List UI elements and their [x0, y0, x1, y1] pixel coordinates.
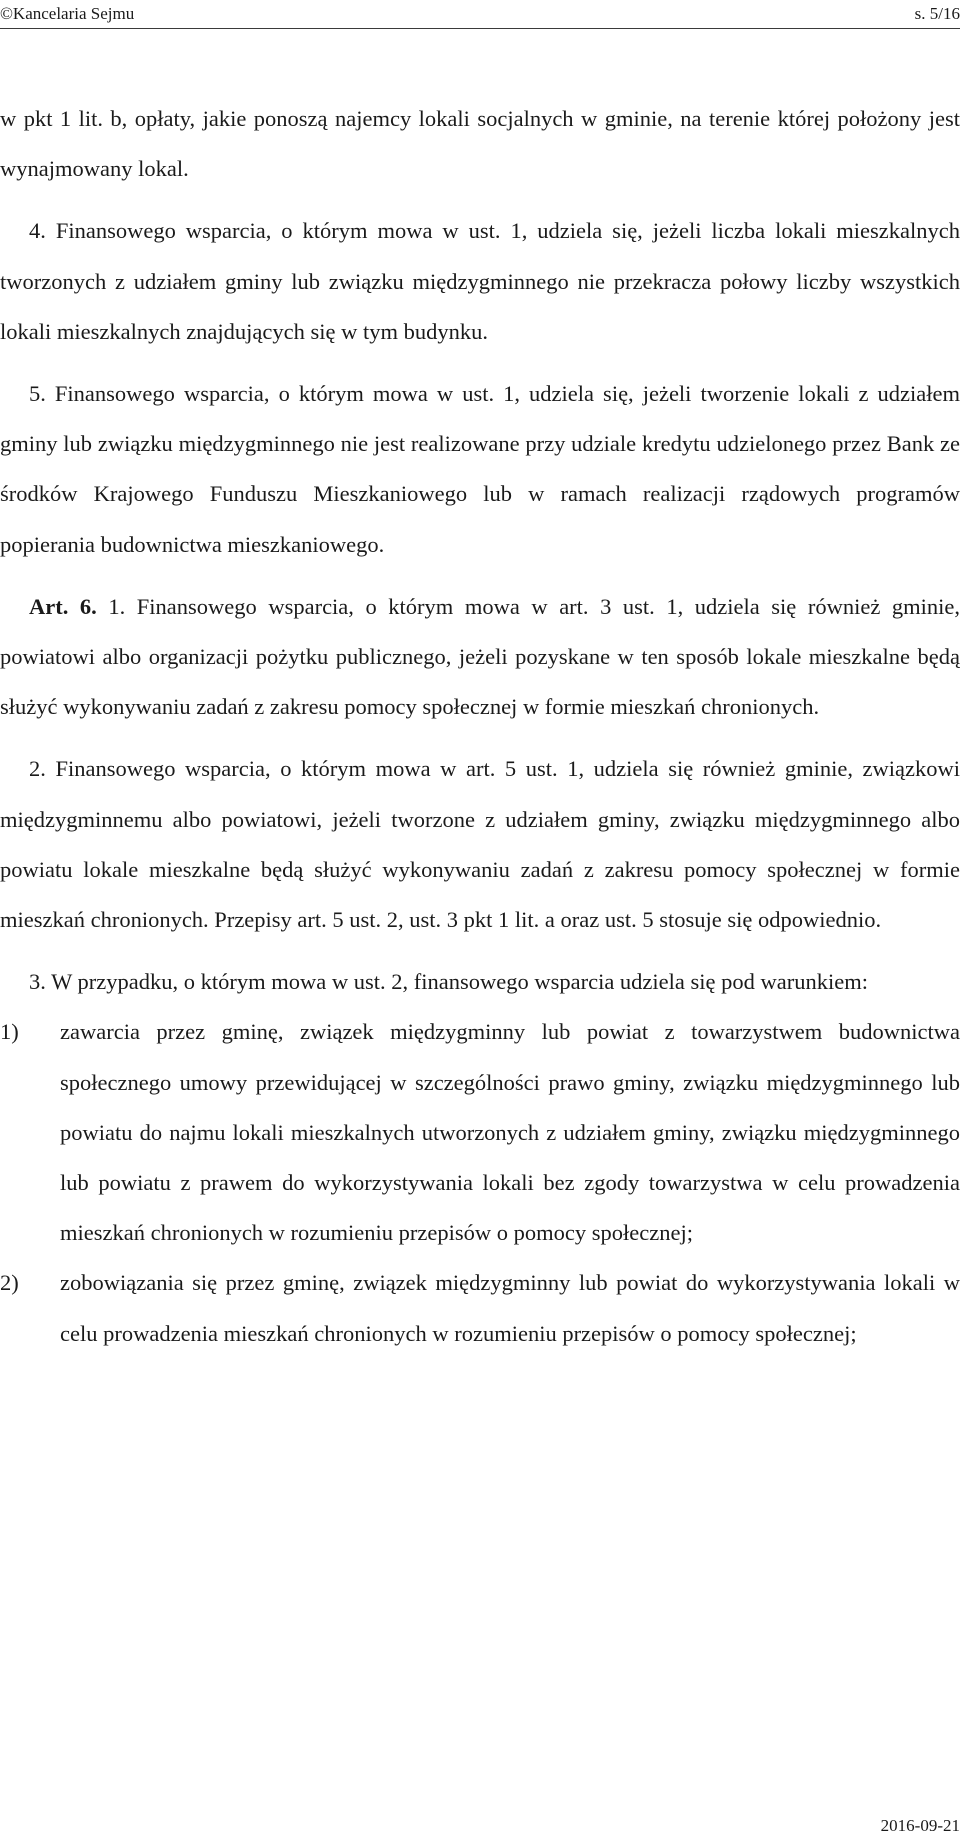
list-item-number: 1): [0, 1019, 19, 1045]
copyright-label: ©Kancelaria Sejmu: [0, 4, 135, 23]
list-item-number: 2): [0, 1270, 19, 1296]
article-6-paragraph-2: 2. Finansowego wsparcia, o którym mowa w art. 5 ust. 1, udziela się również gminie, związkowi międzygminnemu albo powiatowi, jeżeli tworzone z udziałem gminy, związku międzygminnego albo powiatu lokale mieszkalne będą służyć wykonywaniu zadań z zakresu pomocy społecznej w formie mieszkań chronionych. Przepisy art. 5 ust. 2, ust. 3 pkt 1 lit. a oraz ust. 5 stosuje się odpowiednio.: [0, 756, 960, 933]
document-body: [0, 94, 960, 1359]
paragraph-5: 5. Finansowego wsparcia, o którym mowa w ust. 1, udziela się, jeżeli tworzenie lokali z udziałem gminy lub związku międzygminnego nie jest realizowane przy udziale kredytu udzielonego przez Bank ze środków Krajowego Funduszu Mieszkaniowego lub w ramach realizacji rządowych programów popierania budownictwa mieszkaniowego.: [0, 381, 960, 557]
article-6-paragraph-1: [0, 582, 960, 733]
list-item: [0, 1007, 960, 1258]
page-header: [0, 0, 960, 28]
header-divider: [0, 28, 960, 29]
article-text: 1. Finansowego wsparcia, o którym mowa w art. 3 ust. 1, udziela się również gminie, powiatowi albo organizacji pożytku publicznego, jeżeli pozyskane w ten sposób lokale mieszkalne będą służyć wykonywaniu zadań z zakresu pomocy społecznej w formie mieszkań chronionych.: [0, 593, 960, 720]
paragraph-continuation: w pkt 1 lit. b, opłaty, jakie ponoszą najemcy lokali socjalnych w gminie, na terenie której położony jest wynajmowany lokal.: [0, 106, 960, 182]
article-label: Art. 6.: [29, 593, 97, 619]
page-number: s. 5/16: [914, 4, 960, 23]
list-item-text: zawarcia przez gminę, związek międzygminny lub powiat z towarzystwem budownictwa społecznego umowy przewidującej w szczególności prawo gminy, związku międzygminnego lub powiatu do najmu lokali mieszkalnych utworzonych z udziałem gminy, związku międzygminnego lub powiatu z prawem do wykorzystywania lokali bez zgody towarzystwa w celu prowadzenia mieszkań chronionych w rozumieniu przepisów o pomocy społecznej;: [60, 1019, 960, 1246]
paragraph-4: 4. Finansowego wsparcia, o którym mowa w ust. 1, udziela się, jeżeli liczba lokali mieszkalnych tworzonych z udziałem gminy lub związku międzygminnego nie przekracza połowy liczby wszystkich lokali mieszkalnych znajdujących się w tym budynku.: [0, 218, 960, 344]
list-item: [0, 1258, 960, 1358]
article-6-paragraph-3: 3. W przypadku, o którym mowa w ust. 2, finansowego wsparcia udziela się pod warunkiem:: [29, 969, 868, 995]
list-item-text: zobowiązania się przez gminę, związek międzygminny lub powiat do wykorzystywania lokali w celu prowadzenia mieszkań chronionych w rozumieniu przepisów o pomocy społecznej;: [60, 1270, 960, 1346]
footer-date: 2016-09-21: [880, 1816, 960, 1835]
